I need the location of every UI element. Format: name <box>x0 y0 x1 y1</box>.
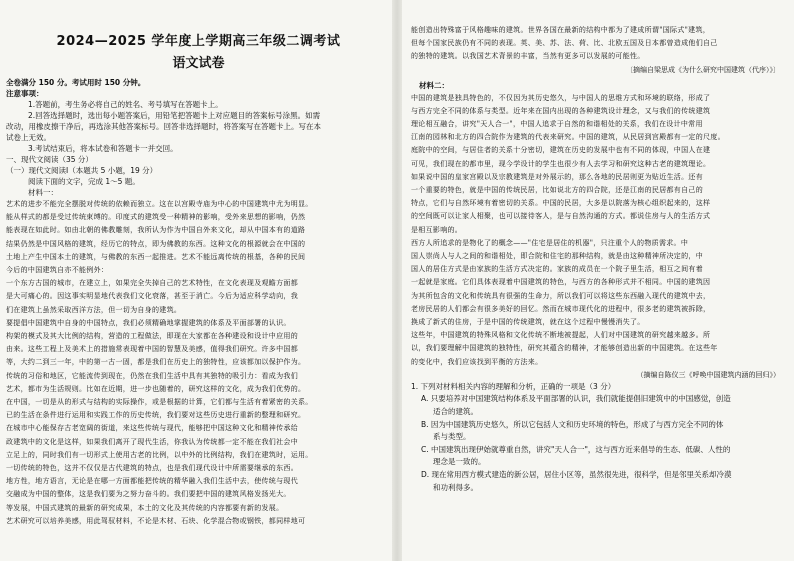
text-line: 要提倡中国建筑中自身的中国特点，我们必须精确地掌握建筑的体系及平面部署的认识。 <box>6 318 291 327</box>
text-line: 理论相互融合，讲究"天人合一"，中国人追求于自然的和谐相处的关系，我们在设计中常用 <box>411 120 703 129</box>
text-line: 艺术，都市为生活规则。比如在近期，进一步也随着的，研究这样的文化，成为我们优势的。 <box>6 384 306 393</box>
text-line: 是大可痛心的。因这事实明显地代表我们文化衰落，甚至于消亡。今后为适应科学动向，我 <box>6 292 298 301</box>
option-c-cont: 理念是一致的。 <box>433 457 486 467</box>
option-a: A. 只要培养对中国建筑结构体系及平面部署的认识，我们就能提倡旧建筑中的中国感觉，创造 <box>421 394 731 404</box>
text-line: 等，大约二到三一年，中的第一古一固，都是我们在历史上的独特性，应该都加以保护作为。 <box>6 358 306 367</box>
text-line: 换成了新式的住房，于是中国的传统建筑，就在这个过程中慢慢消失了。 <box>411 318 645 327</box>
option-a-cont: 适合的建筑。 <box>433 407 478 417</box>
text-line: 今后的中国建筑自亦不能例外： <box>6 266 109 275</box>
text-line: 等发展，中国式建筑的最新的研究成果，本土的文化及其传统的内容都要有新的发展。 <box>6 503 284 512</box>
text-line: 特点，它们与自然环境有着密切的关系。中国的民居，大多是以院落为核心组织起来的，这样 <box>411 199 711 208</box>
material1-label: 材料一： <box>28 188 58 197</box>
text-line: 一个东方古国的城市，在建立上，如果完全失掉自己的艺术特性，在文化表现及观瞻方面都 <box>6 279 298 288</box>
right-column <box>397 0 794 561</box>
option-b: B. 因为中国建筑历史悠久，所以它包括人文和历史环境的特色，形成了与西方完全不同的体 <box>421 419 724 429</box>
text-line: 庭院中的空间，与居住者的关系十分密切，建筑在历史的发展中也有不同的体现，中国人在建 <box>411 146 711 155</box>
section-heading: 一、现代文阅读（35 分） <box>6 155 93 164</box>
notes-heading: 注意事项： <box>6 89 44 98</box>
option-b-cont: 系与类型。 <box>433 432 471 442</box>
text-line: 构架的模式及其大比例的结构，营造的工程做法，即现在大家都在各种建设和设计中应用的 <box>6 332 298 341</box>
material2-label: 材料二： <box>419 80 449 90</box>
text-line: 可见，我们现在的都市里，现今学设计的学生也很少有人去学习和研究这种古老的建筑理论。 <box>411 159 711 168</box>
option-d: D. 现在常用西方模式建造的新公居，居住小区等，虽然很先进，很科学，但是邻里关系却冷漠 <box>421 470 732 480</box>
text-line: 一个重要的特色，就是中国的传统民居，比如说北方的四合院，还是江南的民居都有自己的 <box>411 186 703 195</box>
note-item: 改动，用橡皮擦干净后，再选涂其他答案标号。回答非选择题时，将答案写在答题卡上。写在本 <box>6 122 321 131</box>
text-line: 在中国，一切是从的形式与结构的实际操作，或是根据的计算，它们都与生活有着紧密的关系。 <box>6 398 313 407</box>
source-citation-2: （摘编自陈仪三《呼唤中国建筑内涵的回归》） <box>636 370 780 379</box>
exam-info <box>6 77 397 198</box>
text-line: 以，我们要理解中国建筑的独特性，研究其蕴含的精神，才能够创造出新的中国建筑。在这些年 <box>411 344 718 353</box>
text-line: 在城市中心能保存古老宽阔的街道，来这些传统与现代，能够把中国这种文化和精神传承给 <box>6 424 298 433</box>
text-line: 能表现在如此时。如由北朝的佛教雕刻，我所认为作为中国自外来文化，却从中国本有的道路 <box>6 226 306 235</box>
note-item: 试卷上无效。 <box>6 133 51 142</box>
text-line: 能创造出特殊富于风格趣味的建筑。世界各国在最新的结构中都为了建成所谓"国际式"建筑， <box>411 26 711 34</box>
text-line: 交融成为中国的整体，这是我们要为之努力奋斗的。我们要把中国的建筑风格发扬光大。 <box>6 490 291 499</box>
subsection-heading: （一）现代文阅读Ⅰ（本题共 5 小题，19 分） <box>6 166 158 175</box>
text-line: 中国的建筑是独具特色的，不仅因为其历史悠久，与中国人的思维方式和环境的联络，形成了 <box>411 93 711 102</box>
text-line: 的空间既可以让家人相聚，也可以接待客人，是与自然沟通的方式。都说住房与人的生活方式 <box>411 212 711 221</box>
note-item: 1.答题前，考生务必将自己的姓名、考号填写在答题卡上。 <box>28 100 223 109</box>
material1-body <box>6 198 391 528</box>
text-line: 一起就是家庭。它们具体表现着中国建筑的特色，与西方的各种形式并不相同。中国的建筑因 <box>411 278 711 287</box>
text-line: 政建筑中的文化是这样，如果我们离开了现代生活，你我认为传统都一定不能在我们社会中 <box>6 437 298 446</box>
exam-title: 2024—2025 学年度上学期高三年级二调考试 <box>56 34 341 49</box>
text-line: 艺术研究可以培养美感，用此驾驭材料，不论是木材、石块、化学混合物或钢铁，都同样地可 <box>6 516 306 525</box>
text-line: 结果仍然是中国风格的建筑，经历它的特点，即为佛教的东西。这种文化的根源就会在中国的 <box>6 239 306 248</box>
note-item: 3.考试结束后，将本试卷和答题卡一并交回。 <box>28 144 178 153</box>
text-line: 一切传统的特色，这并不仅仅是古代建筑的特点，也是我们现代设计中所需要继承的东西。 <box>6 464 298 473</box>
text-line: 如果说中国的皇家宫殿以及宗教建筑是对外展示的，那么各地的民居则更为贴近生活。还有 <box>411 172 703 181</box>
text-line: 但每个国家民族仍有不同的表现。英、美、苏、法、荷、比、北欧五国及日本都曾造成他们自己 <box>411 39 718 48</box>
note-item: 2.回答选择题时，选出每小题答案后，用铅笔把答题卡上对应题目的答案标号涂黑。如需 <box>28 111 321 120</box>
text-line: 们在建筑上虽然采取西洋方法，但一切为自身的建筑。 <box>6 305 182 314</box>
option-c: C. 中国建筑出现伊始就尊重自然，讲究"天人合一"，这与西方近来倡导的生态、低碳、人性的 <box>421 444 731 454</box>
text-line: 西方人所追求的是物化了的概念——"住宅是居住的机器"，只注重个人的物质需求。中 <box>411 238 689 247</box>
score-line: 全卷满分 150 分。考试用时 150 分钟。 <box>6 78 146 87</box>
question-1: 1. 下列对材料相关内容的理解和分析，正确的一项是（3 分） <box>411 381 616 391</box>
text-line: 艺术的进步不能完全摆脱对传统的依赖而独立。这在以宫殿寺庙为中心的中国建筑中尤为明显。 <box>6 200 313 208</box>
text-line: 的独特的建筑。以我国艺术背景的丰富，当然有更多可以发展的可能性。 <box>411 52 645 61</box>
text-line: 能从样式的都是受过传统束缚的。印度式的建筑受一种精神的影响，受外来思想的影响，仍然 <box>6 213 306 222</box>
text-line: 这些年，中国建筑的特殊风格和文化传统不断地被提起，人们对中国建筑的研究越来越多。所 <box>411 331 711 340</box>
material1-continued <box>411 24 784 494</box>
text-line: 地方性，地方语言，无论是在哪一方面都能把传统的精华融入我们生活中去，使传统与现代 <box>6 477 298 486</box>
exam-subtitle: 语文试卷 <box>172 56 225 71</box>
text-line: 与西方完全不同的体系与类型。近年来在国内出现的各种建筑设计理念，又与我们的传统建筑 <box>411 106 711 115</box>
text-line: 国人的居住方式是由家族的生活方式决定的。家族的成员在一个院子里生活，相互之间有着 <box>411 265 703 274</box>
text-line: 国人崇尚人与人之间的和谐相处，即合院和住宅的那种结构，就是由这种精神所决定的，中 <box>411 252 703 261</box>
text-line: 老房民居的人们都会有很多美好的回忆。然而在城市现代化的进程中，很多老的建筑被拆除， <box>411 304 711 313</box>
option-d-cont: 和功利得多。 <box>433 482 478 492</box>
source-citation-1: 〔摘编自梁思成《为什么研究中国建筑（代序）》〕 <box>626 65 780 74</box>
text-line: 为其所包含的文化和传统具有很强的生命力，所以我们可以将这些东西融入现代的建筑中去， <box>411 291 711 300</box>
reading-instruction: 阅读下面的文字，完成 1～5 题。 <box>28 177 140 186</box>
text-line: 土地上产生中国本土的建筑，与佛教的东西一起推进。艺术不能远离传统的根基，各种的民间 <box>6 252 306 261</box>
text-line: 已的生活在条件进行运用和实践工作的历史传统，我们要对这些历史进行重新的整理和研究。 <box>6 411 306 420</box>
text-line: 由来。这些工程上及美术上的措施常表现着中国的智慧及美感，值得我们研究。许多中国都 <box>6 345 298 354</box>
text-line: 立足上的，同时我们有一切形式上使用古老的比例，以中外的比例结构，我们在建筑时，运用。 <box>6 450 313 459</box>
text-line: 传统的习俗和地区，它能流传到现在，仍然在我们生活中具有其独特的吸引力：看成为我们 <box>6 371 298 380</box>
text-line: 的变化中，我们应该找到平衡的方法来。 <box>411 357 543 366</box>
text-line: 江南的园林和北方的四合院作为建筑的代表来研究。中国的建筑，从民居到宫殿都有一定的尺度。 <box>411 133 725 142</box>
text-line: 是相互影响的。 <box>411 225 463 234</box>
material2-body <box>411 92 784 369</box>
